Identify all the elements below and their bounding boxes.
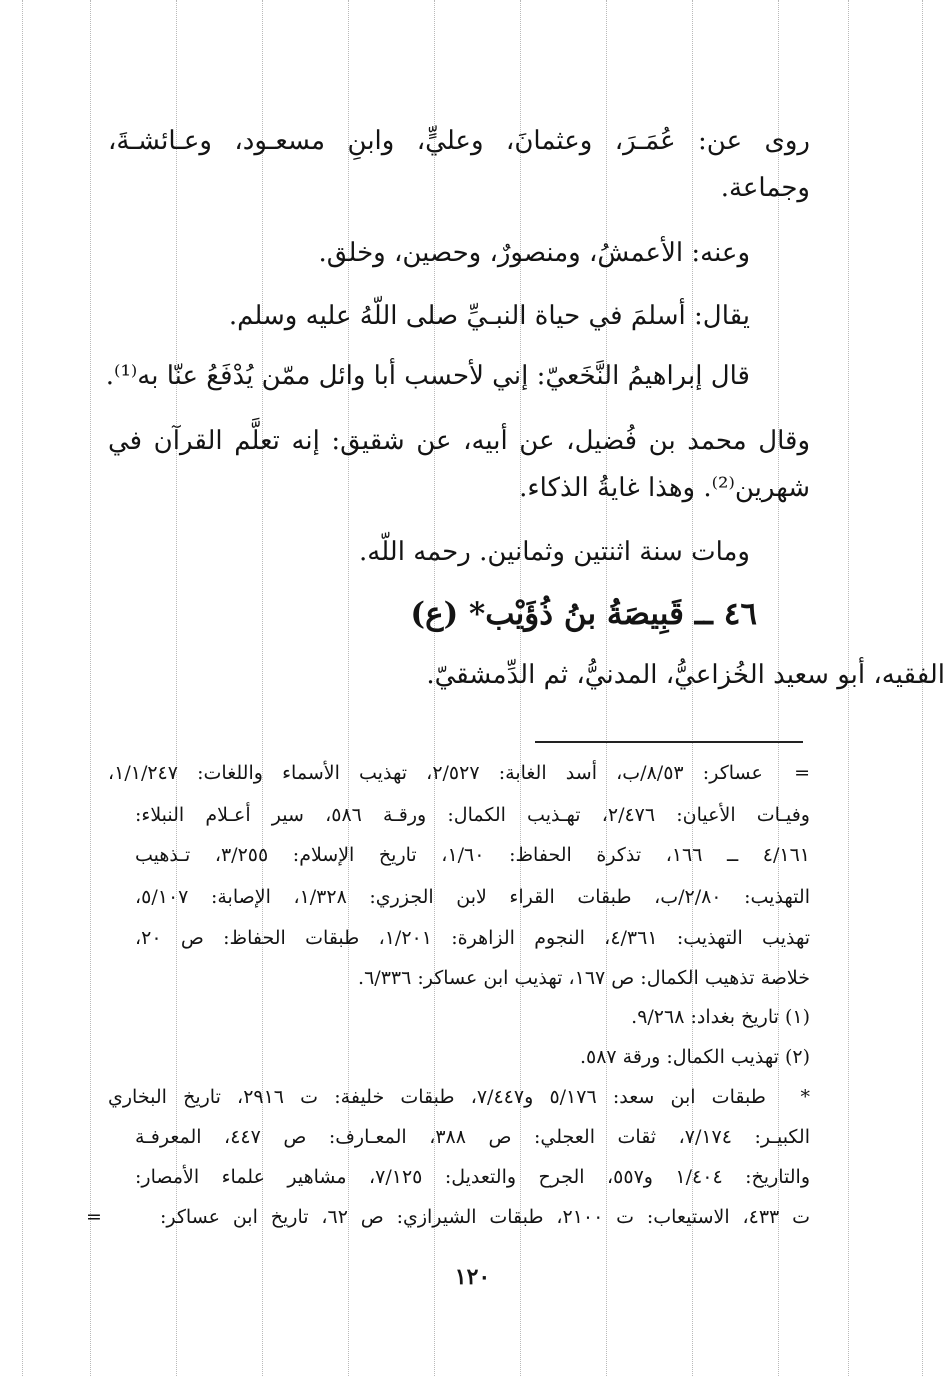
star-marker: *	[800, 1086, 810, 1108]
star-footnote-line: ت ٤٣٣، الاستيعاب: ت ٢١٠٠، طبقات الشيرازي: ص ٦٢، تاريخ ابن عساكر:	[160, 1206, 810, 1228]
star-continues-marker: =	[86, 1206, 102, 1228]
page-number: ١٢٠	[454, 1264, 491, 1290]
footnote-continuation-line: خلاصة تذهيب الكمال: ص ١٦٧، تهذيب ابن عساكر: ٦/٣٣٦.	[358, 967, 810, 989]
footnote-continuation-line: ٤/١٦١ ــ ١٦٦، تذكرة الحفاظ: ١/٦٠، تاريخ الإسلام: ٣/٢٥٥، تـذهيب	[135, 844, 811, 866]
narrated-from-line-end: وجماعة.	[720, 173, 810, 203]
footnote-1	[108, 1000, 810, 1034]
star-footnote-line: الكبيـر: ٧/١٧٤، ثقات العجلي: ص ٣٨٨، المعـارف: ص ٤٤٧، المعرفـة	[135, 1126, 810, 1148]
footnote-continuation-line: وفيـات الأعيان: ٢/٤٧٦، تهـذيب الكمال: ورقـة ٥٨٦، سير أعـلام النبلاء:	[135, 804, 810, 826]
nakhai-quote: قال إبراهيمُ النَّخَعيّ: إني لأحسب أبا وائل ممّن يُدْفَعُ عنّا به⁽¹⁾.	[105, 361, 750, 391]
footnote-2	[108, 1040, 810, 1074]
footnote-continuation-line: = عساكر: ٨/٥٣/ب، أسد الغابة: ٢/٥٢٧، تهذيب الأسماء واللغات: ١/١/٢٤٧،	[108, 756, 810, 790]
footnote-2-text: تهذيب الكمال: ورقة ٥٨٧.	[579, 1046, 779, 1068]
star-footnote-line: والتاريخ: ١/٤٠٤ و٥٥٧، الجرح والتعديل: ٧/١٢٥، مشاهير علماء الأمصار:	[135, 1166, 811, 1188]
death-note: ومات سنة اثنتين وثمانين. رحمه اللّه.	[358, 537, 750, 567]
scan-grid-line	[90, 0, 91, 1376]
footnote-1-text: تاريخ بغداد: ٩/٢٦٨.	[631, 1006, 779, 1028]
footnote-2-marker: (٢)	[784, 1046, 810, 1068]
continuation-marker: =	[794, 762, 810, 784]
footnote-1-marker: (١)	[784, 1006, 810, 1028]
narrators-from-him: وعنه: الأعمشُ، ومنصورٌ، وحصين، وخلق.	[318, 238, 750, 268]
entry-heading: ٤٦ ــ قَبِيصَةُ بنُ ذُؤَيْب* (ع)	[410, 596, 757, 632]
scan-grid-line	[22, 0, 23, 1376]
narrated-from-line: روى عن: عُمَـرَ، وعثمانَ، وعليٍّ، وابنِ مسعـود، وعـائشـةَ،	[108, 126, 810, 156]
entry-intro: الفقيه، أبو سعيد الخُزاعيُّ، المدنيُّ، ثم الدِّمشقيّ.	[426, 660, 945, 690]
quran-learning-line-end: شهرين⁽²⁾. وهذا غايةُ الذكاء.	[519, 473, 810, 503]
footnote-continuation-line: تهذيب التهذيب: ٤/٣٦١، النجوم الزاهرة: ١/٢٠١، طبقات الحفاظ: ص ٢٠،	[135, 927, 811, 949]
footnote-continuation-line: التهذيب: ٢/٨٠/ب، طبقات القراء لابن الجزري: ١/٣٢٨، الإصابة: ٥/١٠٧،	[135, 886, 810, 908]
quran-learning-line: وقال محمد بن فُضيل، عن أبيه، عن شقيق: إنه تعلَّم القرآن في	[108, 426, 810, 456]
star-footnote-line: * طبقات ابن سعد: ٥/١٧٦ و٧/٤٤٧، طبقات خليفة: ت ٢٩١٦، تاريخ البخاري	[108, 1080, 810, 1114]
conversion-note: يقال: أسلمَ في حياة النبـيِّ صلى اللّهُ عليه وسلم.	[228, 301, 750, 331]
footnote-divider	[535, 741, 803, 743]
